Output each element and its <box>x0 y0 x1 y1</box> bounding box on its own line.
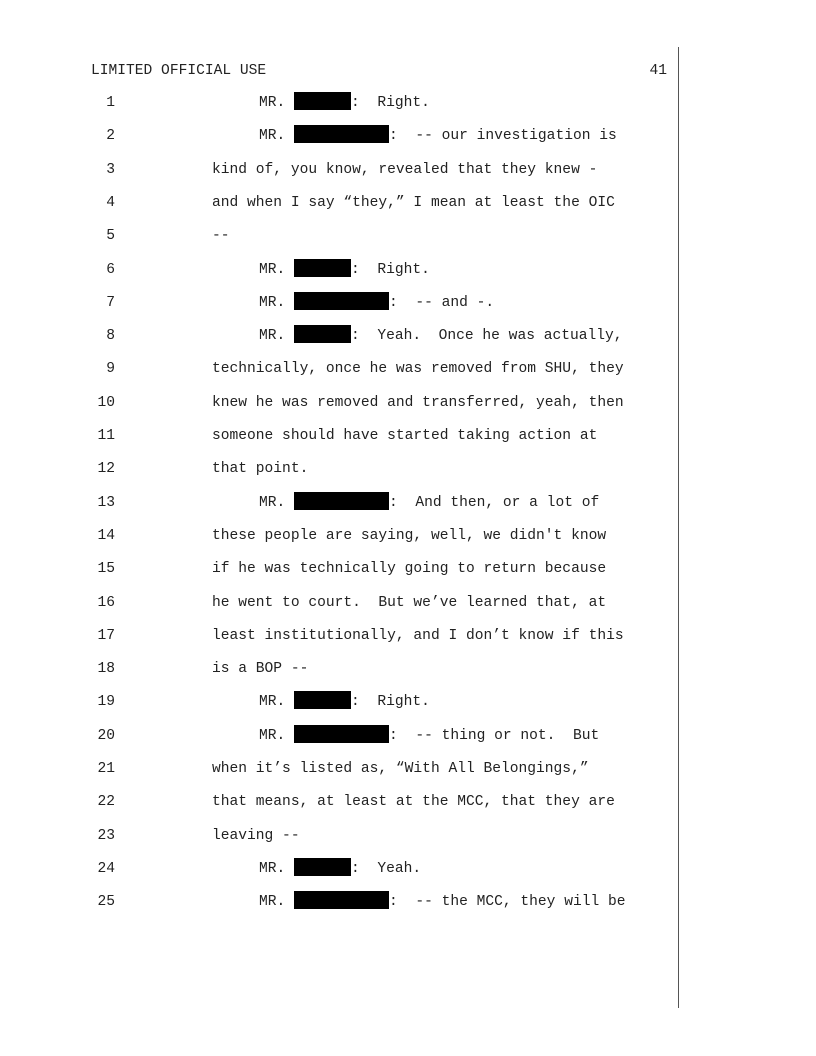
line-text <box>259 92 430 114</box>
line-number: 2 <box>106 128 115 145</box>
transcript-line <box>0 325 700 347</box>
line-number: 6 <box>106 261 115 278</box>
line-text <box>212 425 597 447</box>
transcript-line <box>0 492 700 514</box>
transcript-line <box>0 558 700 580</box>
line-text <box>259 891 626 913</box>
transcript-line <box>0 159 700 181</box>
speaker-label: MR. <box>259 328 286 345</box>
spoken-text: : -- thing or not. But <box>389 727 600 744</box>
line-number: 23 <box>97 827 115 844</box>
line-text <box>212 791 615 813</box>
transcript-line <box>0 858 700 880</box>
line-number: 13 <box>97 494 115 511</box>
spoken-text: : Right. <box>351 694 430 711</box>
line-text <box>212 225 230 247</box>
transcript-line <box>0 192 700 214</box>
spoken-text: leaving -- <box>212 827 300 844</box>
speaker-label: MR. <box>259 694 286 711</box>
speaker-label: MR. <box>259 261 286 278</box>
redacted-name-block <box>294 292 389 310</box>
redacted-name-block <box>294 858 351 876</box>
line-text <box>212 592 606 614</box>
transcript-line <box>0 658 700 680</box>
line-number: 12 <box>97 461 115 478</box>
spoken-text: kind of, you know, revealed that they knew - <box>212 161 598 178</box>
line-text <box>212 525 606 547</box>
transcript-line <box>0 259 700 281</box>
spoken-text: technically, once he was removed from SHU, they <box>212 361 624 378</box>
line-number: 21 <box>97 761 115 777</box>
line-number: 14 <box>97 527 115 544</box>
spoken-text: : Right. <box>351 95 430 111</box>
speaker-label: MR. <box>259 494 286 511</box>
spoken-text: and when I say “they,” I mean at least the OIC <box>212 194 615 211</box>
line-text <box>212 825 300 847</box>
line-number: 3 <box>106 161 115 178</box>
spoken-text: least institutionally, and I don’t know if this <box>212 627 624 644</box>
spoken-text: that means, at least at the MCC, that they are <box>212 794 615 811</box>
spoken-text: if he was technically going to return because <box>212 561 607 578</box>
line-number: 5 <box>106 228 115 245</box>
line-text <box>212 192 615 214</box>
line-text <box>259 292 494 314</box>
transcript-line <box>0 458 700 480</box>
redacted-name-block <box>294 725 389 743</box>
line-number: 17 <box>97 627 115 644</box>
line-text <box>212 159 597 181</box>
spoken-text: : -- and -. <box>389 294 495 311</box>
line-number: 16 <box>97 594 115 611</box>
line-number: 9 <box>106 361 115 378</box>
line-number: 19 <box>97 694 115 711</box>
transcript-line <box>0 791 700 813</box>
spoken-text: when it’s listed as, “With All Belongings,” <box>212 761 589 777</box>
spoken-text: : Yeah. <box>351 860 422 877</box>
line-text <box>212 758 589 780</box>
line-number: 4 <box>106 194 115 211</box>
redacted-name-block <box>294 259 351 277</box>
line-text <box>259 492 599 514</box>
transcript-line <box>0 292 700 314</box>
redacted-name-block <box>294 891 389 909</box>
redacted-name-block <box>294 691 351 709</box>
spoken-text: he went to court. But we’ve learned that, at <box>212 594 607 611</box>
spoken-text: : -- the MCC, they will be <box>389 894 626 911</box>
transcript-line <box>0 525 700 547</box>
spoken-text: -- <box>212 228 230 245</box>
line-text <box>259 858 421 880</box>
line-number: 20 <box>97 727 115 744</box>
line-text <box>212 392 624 414</box>
speaker-label: MR. <box>259 128 286 145</box>
transcript-line <box>0 825 700 847</box>
page-number: 41 <box>649 63 667 79</box>
transcript-line <box>0 425 700 447</box>
line-text <box>212 558 606 580</box>
transcript-line <box>0 125 700 147</box>
spoken-text: : And then, or a lot of <box>389 494 600 511</box>
speaker-label: MR. <box>259 894 286 911</box>
transcript-line <box>0 92 700 114</box>
spoken-text: : -- our investigation is <box>389 128 617 145</box>
line-number: 1 <box>106 95 115 111</box>
line-number: 25 <box>97 894 115 911</box>
line-text <box>259 691 430 713</box>
speaker-label: MR. <box>259 294 286 311</box>
line-number: 22 <box>97 794 115 811</box>
line-number: 15 <box>97 561 115 578</box>
spoken-text: : Right. <box>351 261 430 278</box>
line-text <box>212 625 624 647</box>
spoken-text: is a BOP -- <box>212 661 309 678</box>
transcript-line <box>0 891 700 913</box>
spoken-text: someone should have started taking action at <box>212 428 598 444</box>
redacted-name-block <box>294 92 351 110</box>
line-text <box>259 259 430 281</box>
speaker-label: MR. <box>259 95 286 111</box>
transcript-line <box>0 691 700 713</box>
transcript-line <box>0 225 700 247</box>
classification-header: LIMITED OFFICIAL USE <box>91 63 267 79</box>
transcript-line <box>0 392 700 414</box>
transcript-line <box>0 358 700 380</box>
speaker-label: MR. <box>259 727 286 744</box>
redacted-name-block <box>294 125 389 143</box>
line-number: 7 <box>106 294 115 311</box>
line-number: 18 <box>97 661 115 678</box>
spoken-text: these people are saying, well, we didn't know <box>212 527 607 544</box>
redacted-name-block <box>294 325 351 343</box>
line-number: 11 <box>97 428 115 444</box>
line-text <box>212 658 308 680</box>
spoken-text: : Yeah. Once he was actually, <box>351 328 623 345</box>
transcript-line <box>0 725 700 747</box>
line-text <box>212 358 624 380</box>
spoken-text: knew he was removed and transferred, yeah, then <box>212 394 624 411</box>
redacted-name-block <box>294 492 389 510</box>
spoken-text: that point. <box>212 461 309 478</box>
line-number: 24 <box>97 860 115 877</box>
line-text <box>212 458 308 480</box>
transcript-line <box>0 758 700 780</box>
line-number: 8 <box>106 328 115 345</box>
transcript-line <box>0 592 700 614</box>
line-number: 10 <box>97 394 115 411</box>
transcript-line <box>0 625 700 647</box>
speaker-label: MR. <box>259 860 286 877</box>
line-text <box>259 725 599 747</box>
line-text <box>259 325 623 347</box>
line-text <box>259 125 617 147</box>
